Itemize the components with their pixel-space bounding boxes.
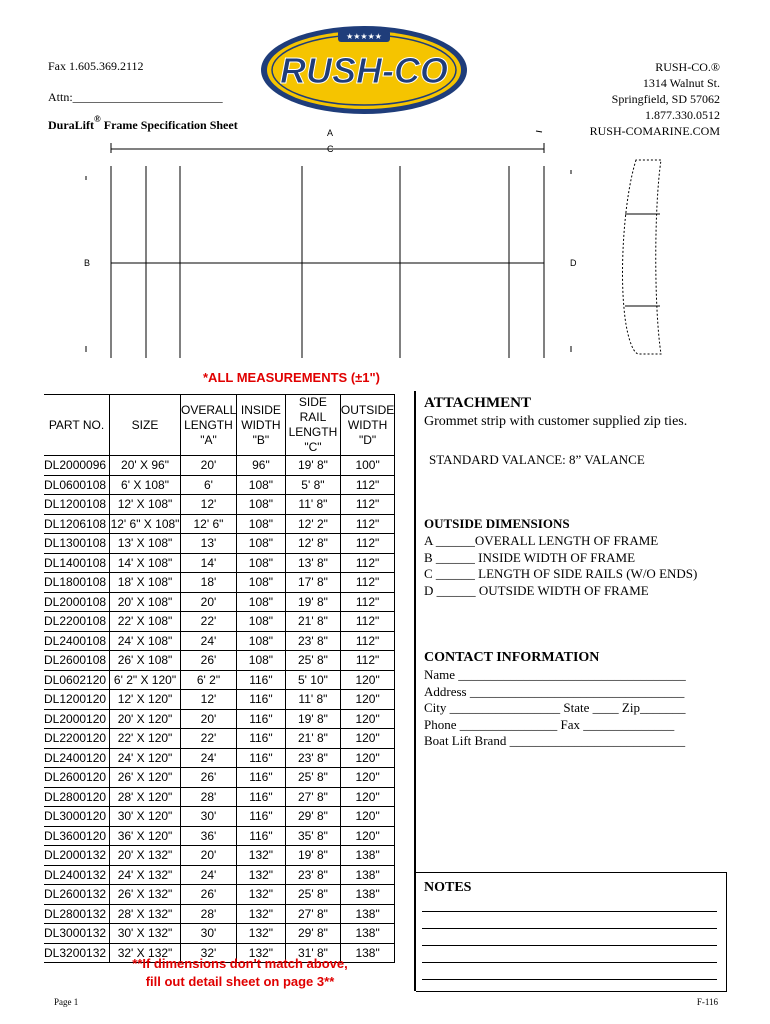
table-cell: 25' 8" [285,768,340,788]
table-cell: 116" [236,768,285,788]
table-cell: 30' X 132" [110,924,181,944]
label-b: B [84,258,91,268]
table-cell: 26' [181,651,237,671]
notes-heading: NOTES [424,880,472,895]
table-cell: 112" [340,495,394,515]
table-cell: 138" [340,904,394,924]
table-cell: 23' 8" [285,631,340,651]
table-row [44,690,395,710]
address-line: 1.877.330.0512 [645,108,720,122]
attn-field[interactable]: Attn:_________________________ [48,90,223,104]
table-row [44,573,395,593]
table-cell: 28' X 132" [110,904,181,924]
col-side-rail-length: SIDE RAIL LENGTH "C" [285,395,340,456]
table-cell: 20' [181,846,237,866]
table-row [44,924,395,944]
table-cell: 31' 8" [285,943,340,963]
table-row [44,612,395,632]
attachment-text: Grommet strip with customer supplied zip ties. [424,414,688,429]
table-cell: DL1800108 [44,573,110,593]
table-cell: 116" [236,787,285,807]
table-cell: 32' [181,943,237,963]
table-cell: 138" [340,846,394,866]
measurements-title: *ALL MEASUREMENTS (±1") [203,370,381,385]
table-row [44,456,395,476]
table-row [44,768,395,788]
table-cell: 22' [181,729,237,749]
table-header-row [44,395,395,456]
col-inside-width: INSIDE WIDTH "B" [236,395,285,456]
table-cell: 6' 2" X 120" [110,670,181,690]
table-cell: 112" [340,612,394,632]
table-cell: 6' 2" [181,670,237,690]
table-row [44,807,395,827]
table-cell: DL3000132 [44,924,110,944]
table-row [44,729,395,749]
table-cell: 12' [181,495,237,515]
table-cell: 25' 8" [285,651,340,671]
table-cell: 96" [236,456,285,476]
table-cell: 30' X 120" [110,807,181,827]
col-overall-length: OVERALL LENGTH "A" [181,395,237,456]
table-cell: 116" [236,690,285,710]
table-cell: 28' X 120" [110,787,181,807]
table-cell: 120" [340,709,394,729]
table-cell: 116" [236,748,285,768]
table-cell: 12' 8" [285,534,340,554]
table-cell: DL2400132 [44,865,110,885]
dimension-b-field[interactable]: B ______ INSIDE WIDTH OF FRAME [424,549,636,565]
table-cell: 26' [181,885,237,905]
table-cell: 116" [236,670,285,690]
table-cell: 108" [236,631,285,651]
valance-text: STANDARD VALANCE: 8” VALANCE [429,452,645,467]
phone-fax-field[interactable]: Phone _______________ Fax ______________ [424,716,675,732]
table-cell: 23' 8" [285,748,340,768]
table-cell: 28' [181,904,237,924]
address-field[interactable]: Address _________________________________ [424,683,685,699]
table-row [44,631,395,651]
table-cell: DL2000120 [44,709,110,729]
table-cell: 112" [340,514,394,534]
table-cell: 26' X 120" [110,768,181,788]
table-row [44,709,395,729]
table-cell: 20' [181,592,237,612]
table-cell: 108" [236,534,285,554]
table-cell: DL2200108 [44,612,110,632]
logo-stars: ★★★★★ [346,32,382,41]
table-row [44,670,395,690]
label-d: D [570,258,577,268]
dimension-c-field[interactable]: C ______ LENGTH OF SIDE RAILS (W/O ENDS) [424,566,698,581]
dimensions-table [44,394,395,963]
table-cell: 112" [340,475,394,495]
table-row [44,885,395,905]
notes-line[interactable] [422,979,717,980]
col-outside-width: OUTSIDE WIDTH "D" [340,395,394,456]
dimension-d-field[interactable]: D ______ OUTSIDE WIDTH OF FRAME [424,582,649,598]
notes-line[interactable] [422,962,717,963]
table-cell: 138" [340,943,394,963]
contact-fields[interactable] [424,667,686,750]
table-cell: 12' 6" X 108" [110,514,181,534]
label-a: A [327,128,334,138]
table-cell: 20' X 108" [110,592,181,612]
table-cell: 112" [340,534,394,554]
table-cell: 14' X 108" [110,553,181,573]
table-cell: 23' 8" [285,865,340,885]
table-cell: 30' [181,807,237,827]
table-cell: DL0602120 [44,670,110,690]
table-cell: 108" [236,475,285,495]
table-cell: 5' 8" [285,475,340,495]
table-cell: DL2600108 [44,651,110,671]
table-cell: DL2600120 [44,768,110,788]
table-cell: 108" [236,573,285,593]
table-cell: 22' X 120" [110,729,181,749]
table-cell: 20' X 132" [110,846,181,866]
table-cell: 120" [340,748,394,768]
footnote-line: **If dimensions don't match above, [132,956,348,971]
table-cell: 132" [236,943,285,963]
table-cell: DL2000108 [44,592,110,612]
table-cell: 30' [181,924,237,944]
table-cell: 26' X 132" [110,885,181,905]
table-cell: 27' 8" [285,904,340,924]
table-row [44,865,395,885]
table-cell: 132" [236,904,285,924]
table-cell: 13' X 108" [110,534,181,554]
table-row [44,514,395,534]
table-cell: 20' X 120" [110,709,181,729]
address-line: RUSH-CO.® [655,60,720,74]
table-cell: 112" [340,553,394,573]
table-row [44,826,395,846]
logo-text: RUSH-CO [280,50,448,91]
table-row [44,651,395,671]
table-cell: 22' X 108" [110,612,181,632]
table-cell: 24' [181,865,237,885]
table-cell: 12' X 120" [110,690,181,710]
table-cell: 12' [181,690,237,710]
table-cell: 36' [181,826,237,846]
table-cell: 22' [181,612,237,632]
table-cell: 24' X 132" [110,865,181,885]
fax-number: Fax 1.605.369.2112 [48,59,144,73]
table-row [44,553,395,573]
table-cell: 112" [340,573,394,593]
table-cell: 21' 8" [285,729,340,749]
table-cell: 120" [340,787,394,807]
col-part-no: PART NO. [44,395,110,456]
label-c: C [327,144,334,154]
table-cell: DL2800120 [44,787,110,807]
table-cell: 29' 8" [285,807,340,827]
table-cell: 36' X 120" [110,826,181,846]
table-cell: 100" [340,456,394,476]
footnote [90,955,390,991]
table-cell: 18' X 108" [110,573,181,593]
table-cell: DL1206108 [44,514,110,534]
table-cell: 19' 8" [285,456,340,476]
table-cell: 27' 8" [285,787,340,807]
table-cell: 12' 2" [285,514,340,534]
table-cell: 20' X 96" [110,456,181,476]
table-cell: 132" [236,846,285,866]
table-cell: 108" [236,592,285,612]
table-cell: 120" [340,670,394,690]
footnote-line: fill out detail sheet on page 3** [145,974,335,989]
table-cell: DL2400120 [44,748,110,768]
table-cell: 108" [236,651,285,671]
table-cell: 120" [340,807,394,827]
table-cell: 112" [340,592,394,612]
table-cell: 26' [181,768,237,788]
table-cell: 108" [236,514,285,534]
table-cell: 12' 6" [181,514,237,534]
page-number: Page 1 [54,997,79,1007]
table-cell: 132" [236,924,285,944]
notes-line[interactable] [422,911,717,912]
address-line: Springfield, SD 57062 [611,92,720,106]
address-line: RUSH-COMARINE.COM [589,124,720,138]
title-reg: ® [94,114,101,124]
table-cell: DL2000096 [44,456,110,476]
table-cell: 108" [236,553,285,573]
table-cell: DL1200108 [44,495,110,515]
table-cell: DL2200120 [44,729,110,749]
table-cell: DL3000120 [44,807,110,827]
table-cell: DL1300108 [44,534,110,554]
company-address [590,59,720,139]
table-cell: 35' 8" [285,826,340,846]
table-cell: 116" [236,826,285,846]
table-cell: DL2000132 [44,846,110,866]
table-cell: 120" [340,768,394,788]
table-cell: 29' 8" [285,924,340,944]
form-number: F-116 [696,997,718,1007]
table-cell: 18' [181,573,237,593]
table-cell: 13' [181,534,237,554]
table-cell: 13' 8" [285,553,340,573]
table-cell: 17' 8" [285,573,340,593]
notes-line[interactable] [422,928,717,929]
table-cell: DL1400108 [44,553,110,573]
table-cell: 120" [340,826,394,846]
table-cell: 14' [181,553,237,573]
outside-dimensions-list[interactable] [424,533,697,599]
attachment-heading: ATTACHMENT [424,395,531,411]
table-cell: 116" [236,807,285,827]
table-cell: 20' [181,709,237,729]
table-cell: 11' 8" [285,690,340,710]
table-cell: DL2600132 [44,885,110,905]
contact-heading: CONTACT INFORMATION [424,650,600,665]
table-cell: 11' 8" [285,495,340,515]
address-line: 1314 Walnut St. [642,76,720,90]
boat-lift-brand-field[interactable]: Boat Lift Brand ___________________________ [424,733,686,748]
table-cell: 32' X 132" [110,943,181,963]
table-row [44,748,395,768]
frame-diagram [84,128,684,363]
table-cell: 112" [340,651,394,671]
table-cell: 138" [340,885,394,905]
table-cell: 24' [181,748,237,768]
table-row [44,846,395,866]
table-row [44,787,395,807]
table-row [44,592,395,612]
rush-co-logo [260,25,468,115]
table-cell: 108" [236,495,285,515]
city-state-zip-field[interactable]: City _________________ State ____ Zip_______ [424,700,686,715]
table-cell: 26' X 108" [110,651,181,671]
table-cell: 6' X 108" [110,475,181,495]
table-cell: DL2400108 [44,631,110,651]
table-cell: 21' 8" [285,612,340,632]
table-cell: 116" [236,709,285,729]
table-cell: 108" [236,612,285,632]
table-row [44,495,395,515]
table-cell: 132" [236,885,285,905]
table-cell: 6' [181,475,237,495]
name-field[interactable]: Name ___________________________________ [424,667,686,682]
table-row [44,904,395,924]
table-cell: 24' X 108" [110,631,181,651]
table-cell: 24' [181,631,237,651]
outside-dimensions-heading: OUTSIDE DIMENSIONS [424,516,570,531]
table-cell: DL3600120 [44,826,110,846]
table-cell: DL2800132 [44,904,110,924]
notes-line[interactable] [422,945,717,946]
dimension-a-field[interactable]: A ______OVERALL LENGTH OF FRAME [424,533,659,548]
table-cell: 132" [236,865,285,885]
table-cell: 138" [340,865,394,885]
title-rest: Frame Specification Sheet [100,118,238,132]
title-brand: DuraLift [48,118,94,132]
table-cell: 24' X 120" [110,748,181,768]
table-cell: 28' [181,787,237,807]
table-row [44,475,395,495]
table-cell: 138" [340,924,394,944]
table-row [44,534,395,554]
table-cell: 19' 8" [285,709,340,729]
table-cell: 19' 8" [285,592,340,612]
table-cell: 112" [340,631,394,651]
table-cell: 120" [340,729,394,749]
table-cell: 25' 8" [285,885,340,905]
table-cell: 120" [340,690,394,710]
table-cell: DL3200132 [44,943,110,963]
table-body [44,456,395,963]
col-size: SIZE [110,395,181,456]
table-cell: DL1200120 [44,690,110,710]
table-cell: 116" [236,729,285,749]
table-cell: 19' 8" [285,846,340,866]
table-cell: DL0600108 [44,475,110,495]
table-cell: 20' [181,456,237,476]
table-cell: 5' 10" [285,670,340,690]
table-cell: 12' X 108" [110,495,181,515]
